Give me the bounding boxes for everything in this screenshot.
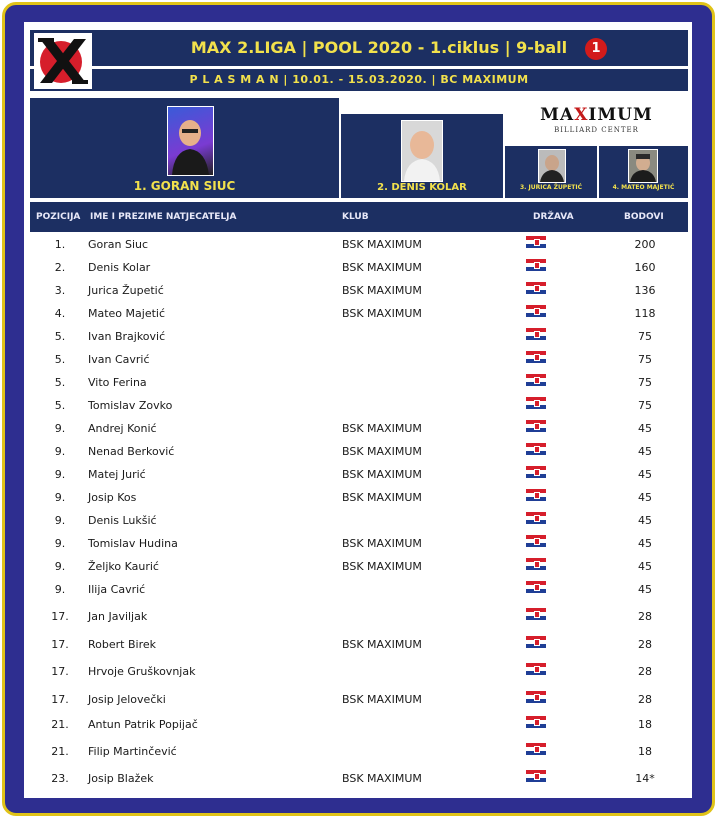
table-row [30,532,688,555]
player-name-cell: Hrvoje Gruškovnjak [88,665,196,678]
table-row [30,233,688,256]
points-cell: 45 [638,514,652,527]
croatia-flag-icon [526,512,546,524]
podium-card-first [30,98,339,198]
player-name-cell: Josip Jelovečki [88,693,166,706]
position-cell: 5. [54,376,66,389]
croatia-flag-icon [526,282,546,294]
table-row [30,740,688,763]
croatia-flag-icon [526,581,546,593]
club-cell: BSK MAXIMUM [342,468,422,481]
club-cell: BSK MAXIMUM [342,491,422,504]
position-cell: 9. [54,537,66,550]
club-cell: BSK MAXIMUM [342,560,422,573]
podium-card-third [505,146,597,198]
croatia-flag-icon [526,420,546,432]
croatia-flag-icon [526,608,546,620]
position-cell: 3. [54,284,66,297]
points-cell: 200 [634,238,656,251]
croatia-flag-icon [526,374,546,386]
table-row [30,348,688,371]
player-name-cell: Nenad Berković [88,445,175,458]
table-row [30,440,688,463]
player-name-cell: Filip Martinčević [88,745,177,758]
player-name-cell: Robert Birek [88,638,156,651]
position-cell: 17. [51,693,69,706]
person-icon [539,150,565,182]
club-cell: BSK MAXIMUM [342,445,422,458]
player-name-cell: Jurica Župetić [88,284,164,297]
sponsor-logo-tagline: BILLIARD CENTER [554,126,639,134]
position-cell: 1. [54,238,66,251]
x-logo-icon [34,33,92,89]
points-cell: 45 [638,491,652,504]
club-cell: BSK MAXIMUM [342,261,422,274]
croatia-flag-icon [526,770,546,782]
points-cell: 45 [638,560,652,573]
croatia-flag-icon [526,259,546,271]
position-cell: 21. [51,718,69,731]
points-cell: 118 [634,307,656,320]
position-cell: 5. [54,330,66,343]
table-row [30,463,688,486]
number-badge: 1 [585,38,607,60]
position-cell: 23. [51,772,69,785]
points-cell: 28 [638,665,652,678]
podium-name-second: 2. DENIS KOLAR [377,182,467,193]
position-cell: 17. [51,665,69,678]
col-position: POZICIJA [36,212,81,222]
subtitle-bar [30,69,688,91]
table-row [30,767,688,790]
points-cell: 45 [638,583,652,596]
table-row [30,688,688,711]
player-name-cell: Denis Kolar [88,261,151,274]
points-cell: 75 [638,330,652,343]
table-row [30,325,688,348]
table-row [30,256,688,279]
position-cell: 17. [51,638,69,651]
player-name-cell: Tomislav Zovko [88,399,173,412]
sponsor-logo [505,96,688,142]
person-icon [168,107,213,175]
points-cell: 45 [638,468,652,481]
sponsor-logo-name: MAXIMUM [540,105,653,125]
position-cell: 9. [54,445,66,458]
player-photo [628,149,658,183]
club-cell: BSK MAXIMUM [342,422,422,435]
croatia-flag-icon [526,351,546,363]
podium-name-first: 1. GORAN SIUC [133,179,236,193]
podium-name-third: 3. JURICA ŽUPETIĆ [519,184,583,191]
points-cell: 75 [638,399,652,412]
table-row [30,302,688,325]
position-cell: 2. [54,261,66,274]
podium-name-fourth: 4. MATEO MAJETIĆ [612,184,675,191]
table-row [30,371,688,394]
player-name-cell: Ivan Cavrić [88,353,150,366]
croatia-flag-icon [526,743,546,755]
table-row [30,509,688,532]
croatia-flag-icon [526,443,546,455]
position-cell: 21. [51,745,69,758]
croatia-flag-icon [526,489,546,501]
position-cell: 17. [51,610,69,623]
club-cell: BSK MAXIMUM [342,284,422,297]
table-row [30,713,688,736]
col-club: KLUB [342,212,369,222]
points-cell: 45 [638,445,652,458]
croatia-flag-icon [526,466,546,478]
club-cell: BSK MAXIMUM [342,638,422,651]
player-photo [538,149,566,183]
points-cell: 160 [634,261,656,274]
table-row [30,555,688,578]
position-cell: 9. [54,468,66,481]
player-name-cell: Vito Ferina [88,376,147,389]
table-row [30,394,688,417]
position-cell: 9. [54,422,66,435]
points-cell: 28 [638,610,652,623]
person-icon [402,121,442,181]
table-row [30,279,688,302]
croatia-flag-icon [526,691,546,703]
club-cell: BSK MAXIMUM [342,307,422,320]
points-cell: 45 [638,537,652,550]
croatia-flag-icon [526,535,546,547]
club-cell: BSK MAXIMUM [342,772,422,785]
club-cell: BSK MAXIMUM [342,537,422,550]
player-name-cell: Mateo Majetić [88,307,166,320]
points-cell: 18 [638,745,652,758]
podium-card-second [341,114,503,198]
player-name-cell: Jan Javiljak [88,610,148,623]
croatia-flag-icon [526,328,546,340]
position-cell: 9. [54,514,66,527]
table-row [30,578,688,601]
player-name-cell: Ilija Cavrić [88,583,146,596]
croatia-flag-icon [526,663,546,675]
position-cell: 5. [54,399,66,412]
points-cell: 28 [638,638,652,651]
podium-card-fourth [599,146,688,198]
player-photo [167,106,214,176]
croatia-flag-icon [526,236,546,248]
col-country: DRŽAVA [533,212,574,222]
player-name-cell: Tomislav Hudina [88,537,178,550]
points-cell: 136 [634,284,656,297]
col-points: BODOVI [624,212,664,222]
player-name-cell: Goran Siuc [88,238,149,251]
croatia-flag-icon [526,636,546,648]
club-cell: BSK MAXIMUM [342,693,422,706]
table-row [30,605,688,628]
player-name-cell: Denis Lukšić [88,514,157,527]
league-logo [34,33,92,89]
table-row [30,417,688,440]
player-name-cell: Željko Kaurić [88,560,159,573]
position-cell: 9. [54,560,66,573]
points-cell: 18 [638,718,652,731]
player-name-cell: Josip Kos [88,491,137,504]
col-name: IME I PREZIME NATJECATELJA [90,212,237,222]
points-cell: 14* [635,772,655,785]
points-cell: 75 [638,353,652,366]
player-name-cell: Antun Patrik Popijač [88,718,198,731]
position-cell: 4. [54,307,66,320]
page-subtitle: P L A S M A N | 10.01. - 15.03.2020. | BC MAXIMUM [189,73,529,86]
person-icon [629,150,657,182]
player-name-cell: Josip Blažek [88,772,154,785]
table-row [30,486,688,509]
croatia-flag-icon [526,558,546,570]
croatia-flag-icon [526,305,546,317]
player-name-cell: Ivan Brajković [88,330,166,343]
table-row [30,660,688,683]
points-cell: 45 [638,422,652,435]
croatia-flag-icon [526,397,546,409]
player-name-cell: Matej Jurić [88,468,146,481]
points-cell: 75 [638,376,652,389]
table-row [30,633,688,656]
club-cell: BSK MAXIMUM [342,238,422,251]
player-photo [401,120,443,182]
points-cell: 28 [638,693,652,706]
position-cell: 9. [54,491,66,504]
position-cell: 5. [54,353,66,366]
croatia-flag-icon [526,716,546,728]
position-cell: 9. [54,583,66,596]
table-header [30,202,688,232]
player-name-cell: Andrej Konić [88,422,157,435]
page-title: MAX 2.LIGA | POOL 2020 - 1.ciklus | 9-ball [190,38,568,57]
